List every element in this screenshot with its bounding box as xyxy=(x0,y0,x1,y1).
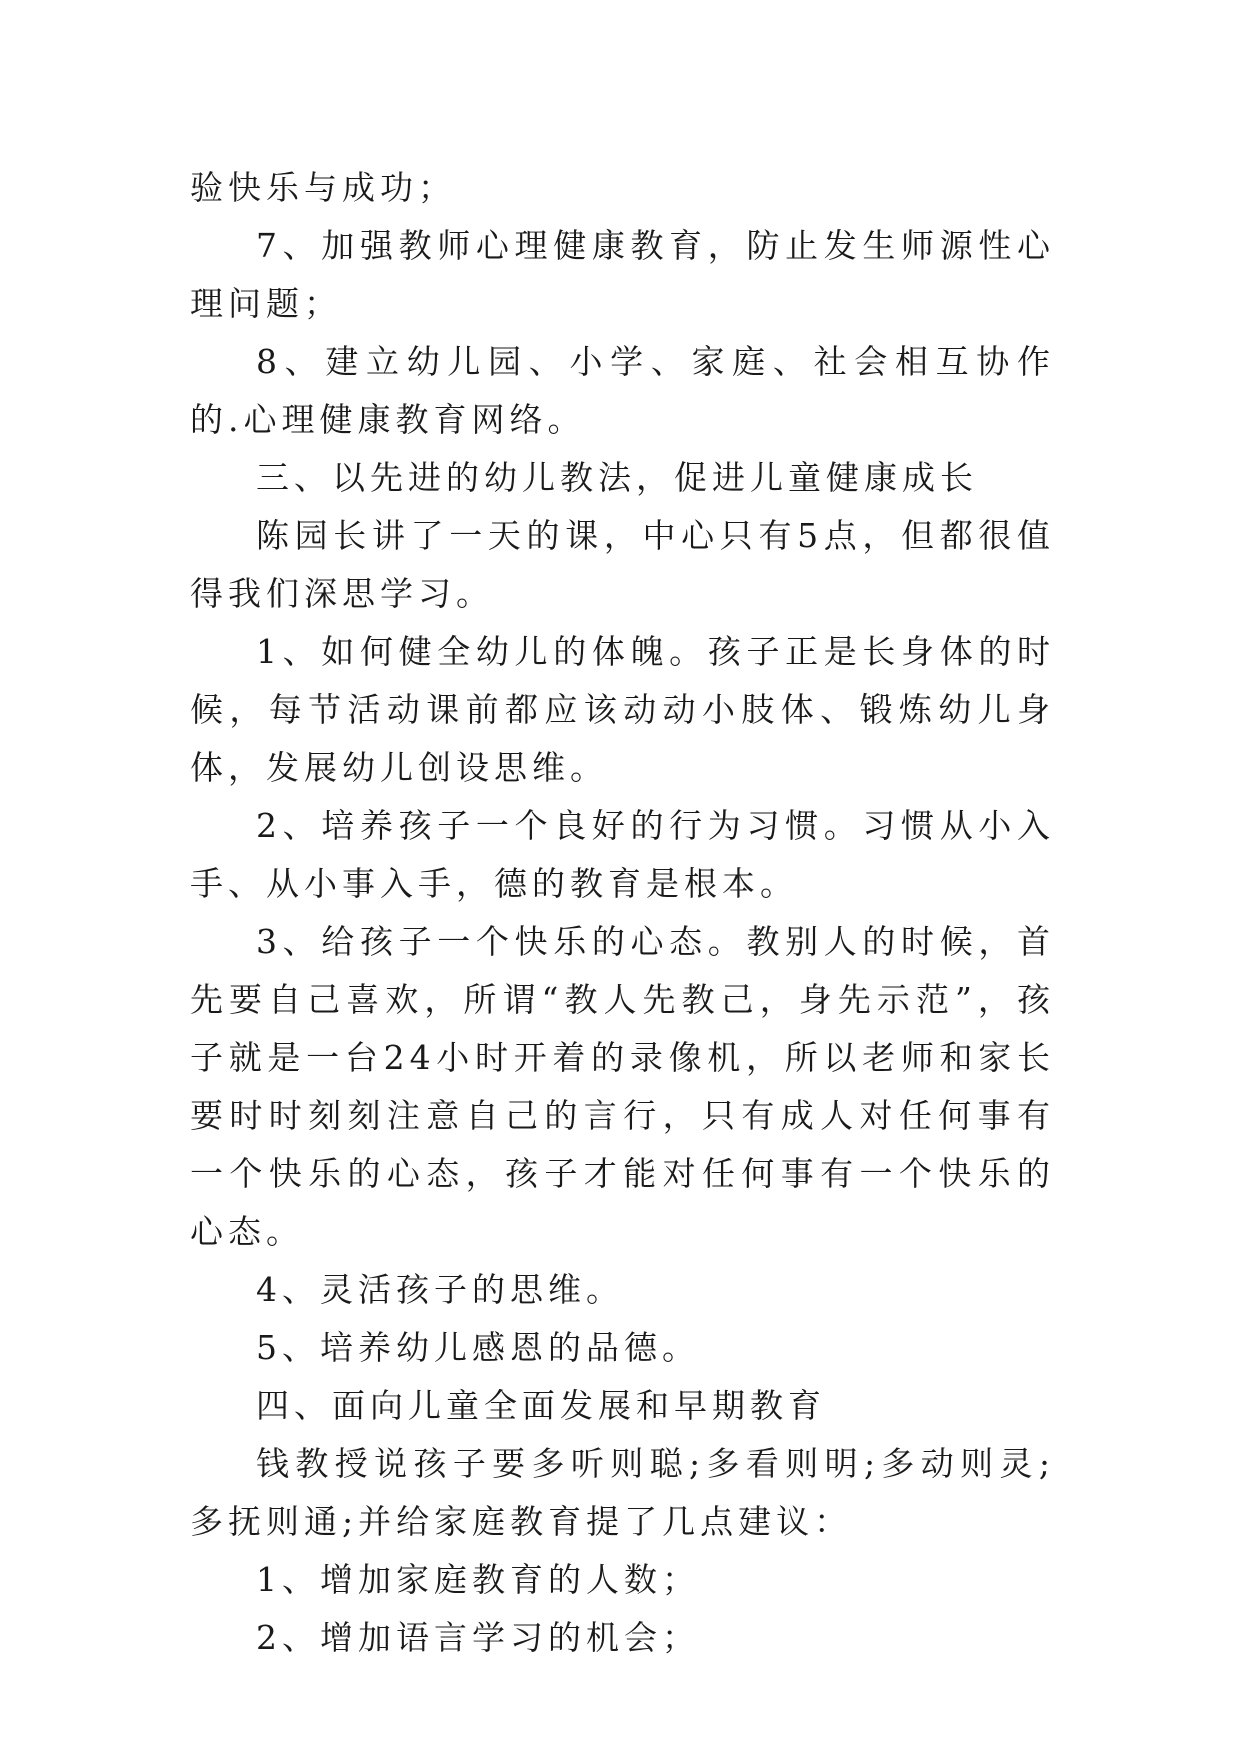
paragraph-intro-qian: 钱教授说孩子要多听则聪;多看则明;多动则灵;多抚则通;并给家庭教育提了几点建议： xyxy=(190,1444,1055,1541)
document-body xyxy=(190,159,1055,1667)
suggestion-item-1: 1、增加家庭教育的人数； xyxy=(256,1560,700,1599)
list-item-8: 8、建立幼儿园、小学、家庭、社会相互协作的.心理健康教育网络。 xyxy=(190,342,1055,439)
list-item-4: 4、灵活孩子的思维。 xyxy=(256,1270,624,1309)
paragraph-intro-chen: 陈园长讲了一天的课，中心只有5点，但都很值得我们深思学习。 xyxy=(190,516,1055,613)
suggestion-item-2: 2、增加语言学习的机会； xyxy=(256,1618,700,1657)
list-item-7: 7、加强教师心理健康教育，防止发生师源性心理问题； xyxy=(190,226,1055,323)
list-item-1: 1、如何健全幼儿的体魄。孩子正是长身体的时候，每节活动课前都应该动动小肢体、锻炼幼儿身体，发展幼儿创设思维。 xyxy=(190,632,1055,787)
section-heading-3: 三、以先进的幼儿教法，促进儿童健康成长 xyxy=(256,458,978,497)
list-item-5: 5、培养幼儿感恩的品德。 xyxy=(256,1328,700,1367)
paragraph-continuation: 验快乐与成功； xyxy=(190,168,456,207)
list-item-2: 2、培养孩子一个良好的行为习惯。习惯从小入手、从小事入手，德的教育是根本。 xyxy=(190,806,1055,903)
section-heading-4: 四、面向儿童全面发展和早期教育 xyxy=(256,1386,826,1425)
list-item-3: 3、给孩子一个快乐的心态。教别人的时候，首先要自己喜欢，所谓“教人先教己，身先示范”，孩子就是一台24小时开着的录像机，所以老师和家长要时时刻刻注意自己的言行，只有成人对任何事有一个快乐的心态，孩子才能对任何事有一个快乐的心态。 xyxy=(190,922,1055,1251)
